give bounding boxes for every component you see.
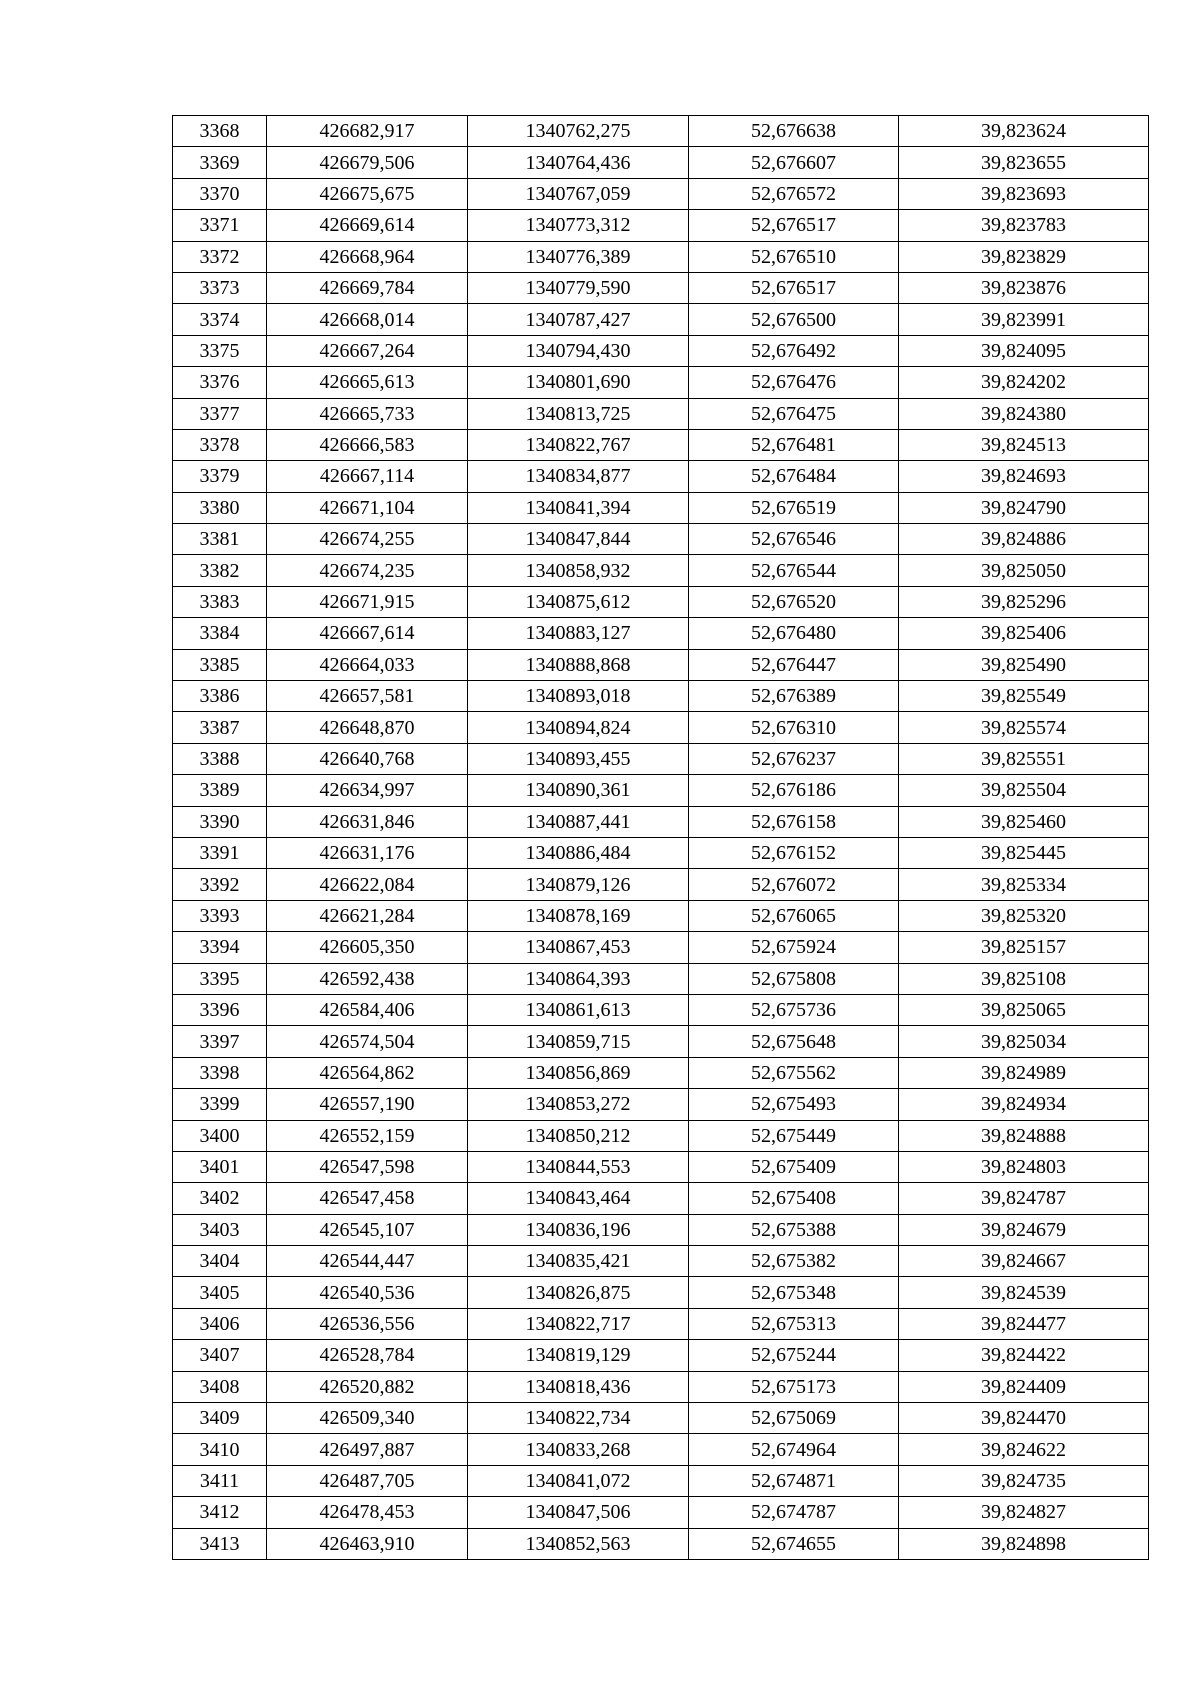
longitude-cell: 39,824787 [899, 1183, 1149, 1214]
table-row [173, 1497, 1149, 1528]
y-coordinate-cell: 1340893,018 [468, 681, 689, 712]
y-coordinate-cell: 1340861,613 [468, 994, 689, 1025]
x-coordinate-cell: 426657,581 [267, 681, 468, 712]
table-row [173, 775, 1149, 806]
latitude-cell: 52,675562 [689, 1057, 899, 1088]
point-number-cell: 3407 [173, 1340, 267, 1371]
y-coordinate-cell: 1340801,690 [468, 367, 689, 398]
point-number-cell: 3373 [173, 272, 267, 303]
latitude-cell: 52,675409 [689, 1151, 899, 1182]
point-number-cell: 3372 [173, 241, 267, 272]
y-coordinate-cell: 1340890,361 [468, 775, 689, 806]
point-number-cell: 3368 [173, 116, 267, 147]
y-coordinate-cell: 1340822,717 [468, 1308, 689, 1339]
y-coordinate-cell: 1340841,072 [468, 1465, 689, 1496]
latitude-cell: 52,676607 [689, 147, 899, 178]
y-coordinate-cell: 1340856,869 [468, 1057, 689, 1088]
table-row [173, 1308, 1149, 1339]
x-coordinate-cell: 426584,406 [267, 994, 468, 1025]
latitude-cell: 52,676072 [689, 869, 899, 900]
y-coordinate-cell: 1340886,484 [468, 837, 689, 868]
table-row [173, 1340, 1149, 1371]
x-coordinate-cell: 426679,506 [267, 147, 468, 178]
latitude-cell: 52,674964 [689, 1434, 899, 1465]
table-row [173, 178, 1149, 209]
longitude-cell: 39,823829 [899, 241, 1149, 272]
x-coordinate-cell: 426621,284 [267, 900, 468, 931]
y-coordinate-cell: 1340822,767 [468, 429, 689, 460]
x-coordinate-cell: 426557,190 [267, 1089, 468, 1120]
latitude-cell: 52,676065 [689, 900, 899, 931]
y-coordinate-cell: 1340822,734 [468, 1403, 689, 1434]
point-number-cell: 3387 [173, 712, 267, 743]
table-row [173, 900, 1149, 931]
y-coordinate-cell: 1340847,844 [468, 524, 689, 555]
y-coordinate-cell: 1340879,126 [468, 869, 689, 900]
latitude-cell: 52,676510 [689, 241, 899, 272]
point-number-cell: 3406 [173, 1308, 267, 1339]
longitude-cell: 39,825490 [899, 649, 1149, 680]
x-coordinate-cell: 426668,964 [267, 241, 468, 272]
table-row [173, 649, 1149, 680]
table-row [173, 555, 1149, 586]
x-coordinate-cell: 426552,159 [267, 1120, 468, 1151]
latitude-cell: 52,675388 [689, 1214, 899, 1245]
latitude-cell: 52,676544 [689, 555, 899, 586]
table-row [173, 272, 1149, 303]
point-number-cell: 3375 [173, 335, 267, 366]
x-coordinate-cell: 426667,114 [267, 461, 468, 492]
longitude-cell: 39,824539 [899, 1277, 1149, 1308]
latitude-cell: 52,676481 [689, 429, 899, 460]
y-coordinate-cell: 1340819,129 [468, 1340, 689, 1371]
longitude-cell: 39,823693 [899, 178, 1149, 209]
point-number-cell: 3399 [173, 1089, 267, 1120]
latitude-cell: 52,676492 [689, 335, 899, 366]
latitude-cell: 52,676480 [689, 618, 899, 649]
latitude-cell: 52,676500 [689, 304, 899, 335]
y-coordinate-cell: 1340826,875 [468, 1277, 689, 1308]
point-number-cell: 3391 [173, 837, 267, 868]
longitude-cell: 39,824667 [899, 1246, 1149, 1277]
latitude-cell: 52,676572 [689, 178, 899, 209]
x-coordinate-cell: 426544,447 [267, 1246, 468, 1277]
longitude-cell: 39,825065 [899, 994, 1149, 1025]
x-coordinate-cell: 426669,614 [267, 210, 468, 241]
latitude-cell: 52,676158 [689, 806, 899, 837]
y-coordinate-cell: 1340794,430 [468, 335, 689, 366]
x-coordinate-cell: 426478,453 [267, 1497, 468, 1528]
longitude-cell: 39,824679 [899, 1214, 1149, 1245]
point-number-cell: 3388 [173, 743, 267, 774]
table-row [173, 1214, 1149, 1245]
table-row [173, 1277, 1149, 1308]
y-coordinate-cell: 1340773,312 [468, 210, 689, 241]
point-number-cell: 3390 [173, 806, 267, 837]
table-row [173, 461, 1149, 492]
latitude-cell: 52,676484 [689, 461, 899, 492]
latitude-cell: 52,675493 [689, 1089, 899, 1120]
latitude-cell: 52,675808 [689, 963, 899, 994]
y-coordinate-cell: 1340762,275 [468, 116, 689, 147]
table-row [173, 304, 1149, 335]
y-coordinate-cell: 1340813,725 [468, 398, 689, 429]
y-coordinate-cell: 1340859,715 [468, 1026, 689, 1057]
point-number-cell: 3376 [173, 367, 267, 398]
x-coordinate-cell: 426666,583 [267, 429, 468, 460]
table-row [173, 429, 1149, 460]
table-row [173, 712, 1149, 743]
y-coordinate-cell: 1340776,389 [468, 241, 689, 272]
longitude-cell: 39,823783 [899, 210, 1149, 241]
latitude-cell: 52,676475 [689, 398, 899, 429]
x-coordinate-cell: 426674,235 [267, 555, 468, 586]
table-row [173, 1528, 1149, 1559]
y-coordinate-cell: 1340764,436 [468, 147, 689, 178]
x-coordinate-cell: 426592,438 [267, 963, 468, 994]
latitude-cell: 52,675244 [689, 1340, 899, 1371]
x-coordinate-cell: 426547,458 [267, 1183, 468, 1214]
latitude-cell: 52,675449 [689, 1120, 899, 1151]
latitude-cell: 52,676389 [689, 681, 899, 712]
point-number-cell: 3393 [173, 900, 267, 931]
x-coordinate-cell: 426631,176 [267, 837, 468, 868]
table-row [173, 1183, 1149, 1214]
point-number-cell: 3395 [173, 963, 267, 994]
x-coordinate-cell: 426648,870 [267, 712, 468, 743]
point-number-cell: 3380 [173, 492, 267, 523]
longitude-cell: 39,824513 [899, 429, 1149, 460]
longitude-cell: 39,825549 [899, 681, 1149, 712]
longitude-cell: 39,824886 [899, 524, 1149, 555]
coordinates-table-body [173, 116, 1149, 1560]
point-number-cell: 3413 [173, 1528, 267, 1559]
table-row [173, 1434, 1149, 1465]
latitude-cell: 52,676517 [689, 272, 899, 303]
y-coordinate-cell: 1340767,059 [468, 178, 689, 209]
point-number-cell: 3412 [173, 1497, 267, 1528]
longitude-cell: 39,823624 [899, 116, 1149, 147]
latitude-cell: 52,676546 [689, 524, 899, 555]
latitude-cell: 52,675924 [689, 932, 899, 963]
latitude-cell: 52,674655 [689, 1528, 899, 1559]
latitude-cell: 52,675173 [689, 1371, 899, 1402]
latitude-cell: 52,676447 [689, 649, 899, 680]
point-number-cell: 3369 [173, 147, 267, 178]
latitude-cell: 52,674871 [689, 1465, 899, 1496]
y-coordinate-cell: 1340852,563 [468, 1528, 689, 1559]
x-coordinate-cell: 426547,598 [267, 1151, 468, 1182]
latitude-cell: 52,675736 [689, 994, 899, 1025]
x-coordinate-cell: 426540,536 [267, 1277, 468, 1308]
longitude-cell: 39,825320 [899, 900, 1149, 931]
latitude-cell: 52,675313 [689, 1308, 899, 1339]
y-coordinate-cell: 1340867,453 [468, 932, 689, 963]
x-coordinate-cell: 426634,997 [267, 775, 468, 806]
latitude-cell: 52,676519 [689, 492, 899, 523]
point-number-cell: 3386 [173, 681, 267, 712]
table-row [173, 147, 1149, 178]
point-number-cell: 3400 [173, 1120, 267, 1151]
table-row [173, 398, 1149, 429]
latitude-cell: 52,676520 [689, 586, 899, 617]
longitude-cell: 39,824693 [899, 461, 1149, 492]
point-number-cell: 3383 [173, 586, 267, 617]
point-number-cell: 3408 [173, 1371, 267, 1402]
y-coordinate-cell: 1340878,169 [468, 900, 689, 931]
longitude-cell: 39,824477 [899, 1308, 1149, 1339]
latitude-cell: 52,676476 [689, 367, 899, 398]
y-coordinate-cell: 1340835,421 [468, 1246, 689, 1277]
longitude-cell: 39,824622 [899, 1434, 1149, 1465]
point-number-cell: 3381 [173, 524, 267, 555]
x-coordinate-cell: 426622,084 [267, 869, 468, 900]
longitude-cell: 39,824470 [899, 1403, 1149, 1434]
longitude-cell: 39,825034 [899, 1026, 1149, 1057]
longitude-cell: 39,825460 [899, 806, 1149, 837]
latitude-cell: 52,676638 [689, 116, 899, 147]
table-row [173, 1089, 1149, 1120]
x-coordinate-cell: 426528,784 [267, 1340, 468, 1371]
longitude-cell: 39,825108 [899, 963, 1149, 994]
latitude-cell: 52,675069 [689, 1403, 899, 1434]
point-number-cell: 3405 [173, 1277, 267, 1308]
y-coordinate-cell: 1340844,553 [468, 1151, 689, 1182]
table-row [173, 1403, 1149, 1434]
coordinates-table [172, 115, 1149, 1560]
longitude-cell: 39,825406 [899, 618, 1149, 649]
point-number-cell: 3402 [173, 1183, 267, 1214]
point-number-cell: 3394 [173, 932, 267, 963]
point-number-cell: 3370 [173, 178, 267, 209]
longitude-cell: 39,824202 [899, 367, 1149, 398]
point-number-cell: 3392 [173, 869, 267, 900]
point-number-cell: 3379 [173, 461, 267, 492]
longitude-cell: 39,824989 [899, 1057, 1149, 1088]
table-row [173, 492, 1149, 523]
latitude-cell: 52,675648 [689, 1026, 899, 1057]
latitude-cell: 52,676517 [689, 210, 899, 241]
y-coordinate-cell: 1340787,427 [468, 304, 689, 335]
y-coordinate-cell: 1340833,268 [468, 1434, 689, 1465]
table-row [173, 116, 1149, 147]
x-coordinate-cell: 426574,504 [267, 1026, 468, 1057]
longitude-cell: 39,825157 [899, 932, 1149, 963]
table-row [173, 210, 1149, 241]
x-coordinate-cell: 426463,910 [267, 1528, 468, 1559]
y-coordinate-cell: 1340836,196 [468, 1214, 689, 1245]
longitude-cell: 39,824888 [899, 1120, 1149, 1151]
table-row [173, 681, 1149, 712]
table-row [173, 869, 1149, 900]
point-number-cell: 3403 [173, 1214, 267, 1245]
longitude-cell: 39,825574 [899, 712, 1149, 743]
table-row [173, 1120, 1149, 1151]
y-coordinate-cell: 1340893,455 [468, 743, 689, 774]
y-coordinate-cell: 1340875,612 [468, 586, 689, 617]
x-coordinate-cell: 426640,768 [267, 743, 468, 774]
point-number-cell: 3377 [173, 398, 267, 429]
longitude-cell: 39,824422 [899, 1340, 1149, 1371]
x-coordinate-cell: 426664,033 [267, 649, 468, 680]
latitude-cell: 52,675382 [689, 1246, 899, 1277]
longitude-cell: 39,825504 [899, 775, 1149, 806]
latitude-cell: 52,676186 [689, 775, 899, 806]
table-row [173, 963, 1149, 994]
table-row [173, 1057, 1149, 1088]
x-coordinate-cell: 426671,915 [267, 586, 468, 617]
x-coordinate-cell: 426682,917 [267, 116, 468, 147]
table-row [173, 1465, 1149, 1496]
table-row [173, 367, 1149, 398]
longitude-cell: 39,824095 [899, 335, 1149, 366]
x-coordinate-cell: 426667,614 [267, 618, 468, 649]
x-coordinate-cell: 426669,784 [267, 272, 468, 303]
x-coordinate-cell: 426564,862 [267, 1057, 468, 1088]
latitude-cell: 52,675408 [689, 1183, 899, 1214]
point-number-cell: 3409 [173, 1403, 267, 1434]
y-coordinate-cell: 1340858,932 [468, 555, 689, 586]
point-number-cell: 3410 [173, 1434, 267, 1465]
table-row [173, 335, 1149, 366]
x-coordinate-cell: 426674,255 [267, 524, 468, 555]
point-number-cell: 3396 [173, 994, 267, 1025]
latitude-cell: 52,676310 [689, 712, 899, 743]
y-coordinate-cell: 1340883,127 [468, 618, 689, 649]
table-row [173, 932, 1149, 963]
table-row [173, 618, 1149, 649]
longitude-cell: 39,824380 [899, 398, 1149, 429]
table-row [173, 837, 1149, 868]
longitude-cell: 39,825334 [899, 869, 1149, 900]
y-coordinate-cell: 1340894,824 [468, 712, 689, 743]
longitude-cell: 39,823876 [899, 272, 1149, 303]
longitude-cell: 39,825050 [899, 555, 1149, 586]
table-row [173, 1151, 1149, 1182]
point-number-cell: 3397 [173, 1026, 267, 1057]
point-number-cell: 3371 [173, 210, 267, 241]
x-coordinate-cell: 426497,887 [267, 1434, 468, 1465]
point-number-cell: 3404 [173, 1246, 267, 1277]
longitude-cell: 39,824827 [899, 1497, 1149, 1528]
table-row [173, 994, 1149, 1025]
longitude-cell: 39,824790 [899, 492, 1149, 523]
x-coordinate-cell: 426605,350 [267, 932, 468, 963]
x-coordinate-cell: 426667,264 [267, 335, 468, 366]
y-coordinate-cell: 1340779,590 [468, 272, 689, 303]
x-coordinate-cell: 426631,846 [267, 806, 468, 837]
x-coordinate-cell: 426520,882 [267, 1371, 468, 1402]
table-row [173, 1246, 1149, 1277]
longitude-cell: 39,824409 [899, 1371, 1149, 1402]
latitude-cell: 52,674787 [689, 1497, 899, 1528]
longitude-cell: 39,824735 [899, 1465, 1149, 1496]
y-coordinate-cell: 1340888,868 [468, 649, 689, 680]
y-coordinate-cell: 1340864,393 [468, 963, 689, 994]
y-coordinate-cell: 1340847,506 [468, 1497, 689, 1528]
table-row [173, 1026, 1149, 1057]
longitude-cell: 39,823655 [899, 147, 1149, 178]
latitude-cell: 52,675348 [689, 1277, 899, 1308]
x-coordinate-cell: 426665,733 [267, 398, 468, 429]
x-coordinate-cell: 426487,705 [267, 1465, 468, 1496]
x-coordinate-cell: 426665,613 [267, 367, 468, 398]
y-coordinate-cell: 1340841,394 [468, 492, 689, 523]
x-coordinate-cell: 426671,104 [267, 492, 468, 523]
x-coordinate-cell: 426509,340 [267, 1403, 468, 1434]
table-row [173, 586, 1149, 617]
point-number-cell: 3378 [173, 429, 267, 460]
table-row [173, 743, 1149, 774]
y-coordinate-cell: 1340818,436 [468, 1371, 689, 1402]
latitude-cell: 52,676152 [689, 837, 899, 868]
y-coordinate-cell: 1340887,441 [468, 806, 689, 837]
latitude-cell: 52,676237 [689, 743, 899, 774]
y-coordinate-cell: 1340850,212 [468, 1120, 689, 1151]
longitude-cell: 39,825551 [899, 743, 1149, 774]
longitude-cell: 39,824898 [899, 1528, 1149, 1559]
point-number-cell: 3389 [173, 775, 267, 806]
y-coordinate-cell: 1340853,272 [468, 1089, 689, 1120]
x-coordinate-cell: 426668,014 [267, 304, 468, 335]
table-row [173, 524, 1149, 555]
point-number-cell: 3401 [173, 1151, 267, 1182]
longitude-cell: 39,823991 [899, 304, 1149, 335]
longitude-cell: 39,824803 [899, 1151, 1149, 1182]
longitude-cell: 39,824934 [899, 1089, 1149, 1120]
y-coordinate-cell: 1340834,877 [468, 461, 689, 492]
point-number-cell: 3384 [173, 618, 267, 649]
point-number-cell: 3374 [173, 304, 267, 335]
point-number-cell: 3398 [173, 1057, 267, 1088]
longitude-cell: 39,825445 [899, 837, 1149, 868]
x-coordinate-cell: 426536,556 [267, 1308, 468, 1339]
y-coordinate-cell: 1340843,464 [468, 1183, 689, 1214]
x-coordinate-cell: 426545,107 [267, 1214, 468, 1245]
table-row [173, 1371, 1149, 1402]
longitude-cell: 39,825296 [899, 586, 1149, 617]
table-row [173, 241, 1149, 272]
point-number-cell: 3411 [173, 1465, 267, 1496]
table-row [173, 806, 1149, 837]
point-number-cell: 3382 [173, 555, 267, 586]
x-coordinate-cell: 426675,675 [267, 178, 468, 209]
point-number-cell: 3385 [173, 649, 267, 680]
